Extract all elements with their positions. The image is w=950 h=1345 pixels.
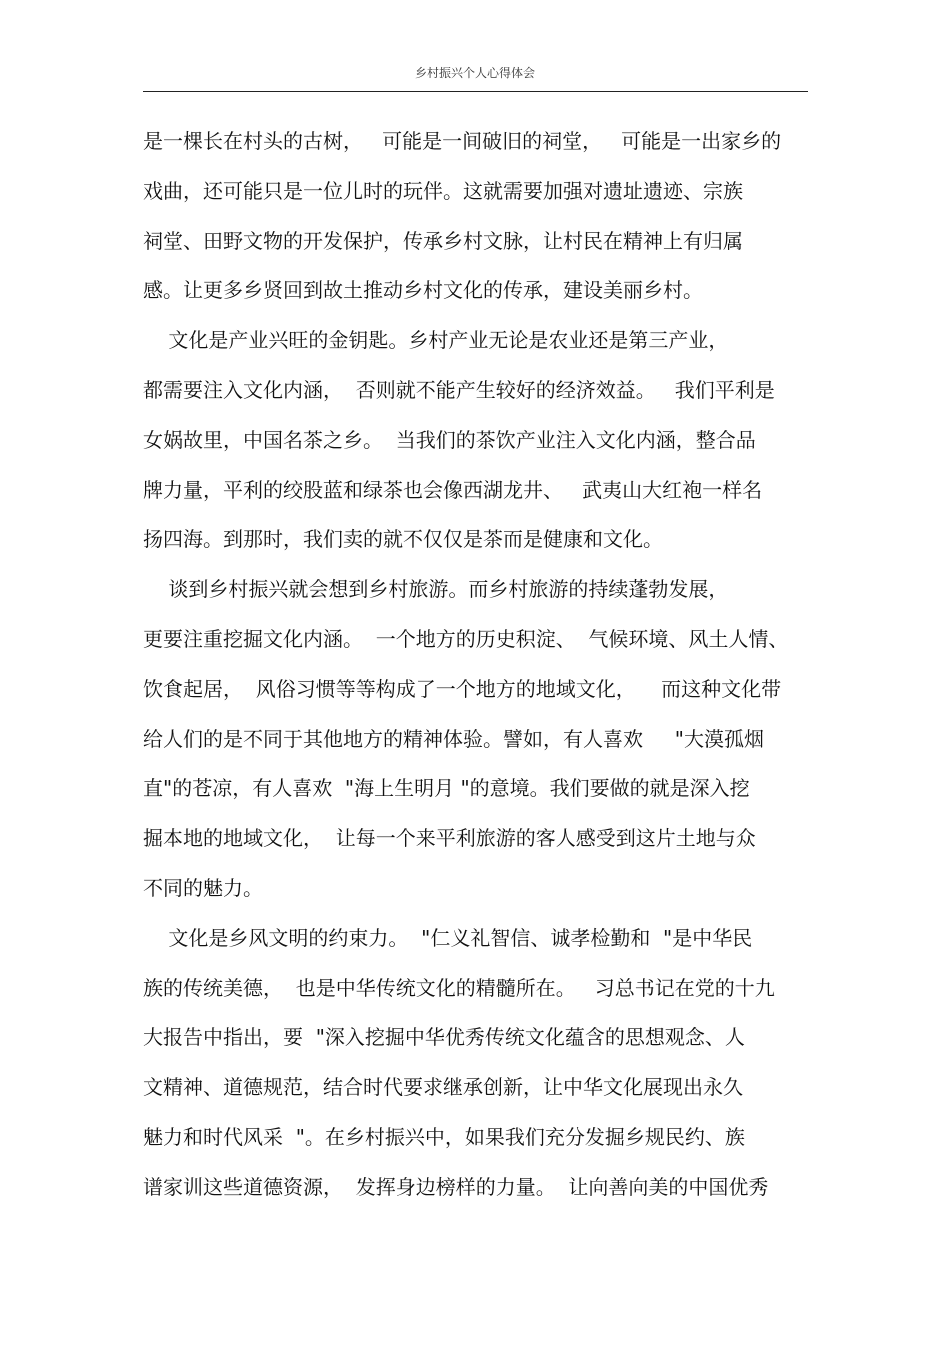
text-line: 饮食起居， 风俗习惯等等构成了一个地方的地域文化， 而这种文化带 [143,676,782,701]
text-line: 牌力量，平利的绞股蓝和绿茶也会像西湖龙井、 武夷山大红袍一样名 [143,477,763,502]
text-line: 戏曲，还可能只是一位儿时的玩伴。这就需要加强对遗址遗迹、宗族 [143,178,743,203]
text-line: 魅力和时代风采 "。在乡村振兴中，如果我们充分发掘乡规民约、族 [143,1124,745,1149]
text-line: 是一棵长在村头的古树， 可能是一间破旧的祠堂， 可能是一出家乡的 [143,129,782,153]
text-line: 扬四海。到那时，我们卖的就不仅仅是茶而是健康和文化。 [143,527,663,552]
text-line: 族的传统美德， 也是中华传统文化的精髓所在。 习总书记在党的十九 [143,975,775,1000]
text-line: 直"的苍凉，有人喜欢 "海上生明月 "的意境。我们要做的就是深入挖 [143,776,750,801]
text-line: 不同的魅力。 [143,875,263,900]
text-line: 女娲故里，中国名茶之乡。 当我们的茶饮产业注入文化内涵，整合品 [143,427,756,452]
text-line: 文精神、道德规范，结合时代要求继承创新，让中华文化展现出永久 [143,1075,743,1100]
text-line: 大报告中指出，要 "深入挖掘中华优秀传统文化蕴含的思想观念、人 [143,1025,745,1050]
text-line: 给人们的是不同于其他地方的精神体验。譬如，有人喜欢 "大漠孤烟 [143,726,764,751]
document-body [143,125,808,1221]
text-line: 掘本地的地域文化， 让每一个来平利旅游的客人感受到这片土地与众 [143,826,756,851]
text-line: 都需要注入文化内涵， 否则就不能产生较好的经济效益。 我们平利是 [143,377,775,402]
text-line: 谱家训这些道德资源， 发挥身边榜样的力量。 让向善向美的中国优秀 [143,1174,769,1199]
text-line: 更要注重挖掘文化内涵。 一个地方的历史积淀、 气候环境、风土人情、 [143,626,789,651]
text-line: 祠堂、田野文物的开发保护，传承乡村文脉，让村民在精神上有归属 [143,228,743,253]
paragraph-start-line: 谈到乡村振兴就会想到乡村旅游。而乡村旅游的持续蓬勃发展， [143,577,729,602]
page-header-title: 乡村振兴个人心得体会 [414,66,535,80]
paragraph-start-line: 文化是乡风文明的约束力。 "仁义礼智信、诚孝检勤和 "是中华民 [143,925,753,950]
text-line: 感。让更多乡贤回到故土推动乡村文化的传承，建设美丽乡村。 [143,278,703,303]
paragraph-start-line: 文化是产业兴旺的金钥匙。乡村产业无论是农业还是第三产业， [143,328,729,353]
header-divider [143,91,808,92]
